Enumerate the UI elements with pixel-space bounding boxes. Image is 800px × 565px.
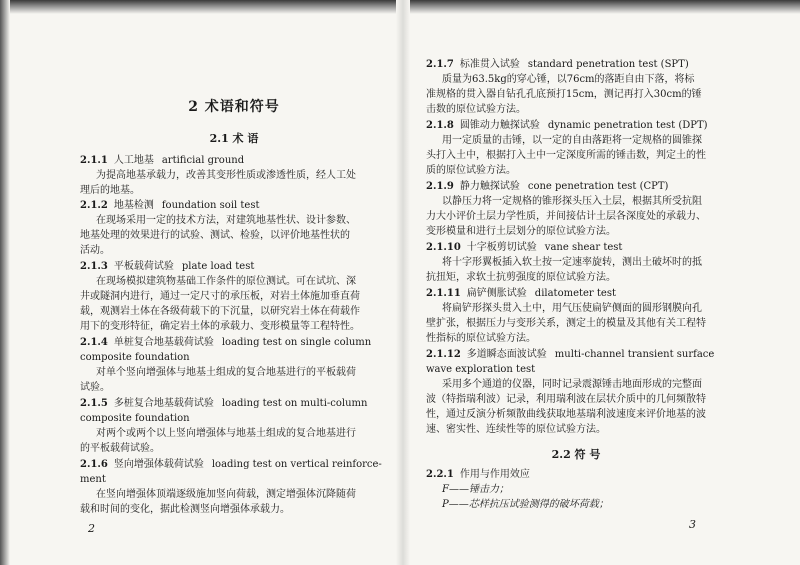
term-body: 用下的变形特征，确定岩土体的承载力、变形模量等工程特性。 — [80, 321, 360, 332]
section-title-terms: 2.1 术 语 — [209, 132, 259, 145]
term-body: 的平板载荷试验。 — [80, 443, 160, 454]
term-heading: 2.1.4 单桩复合地基载荷试验 loading test on single column — [80, 337, 372, 348]
term-body: composite foundation — [80, 352, 190, 363]
scan-left-shadow — [0, 0, 10, 565]
term-body: 载，观测岩土体在各级荷载下的下沉量，以研究岩土体在荷载作 — [80, 306, 360, 317]
term-body: 壁扩张，根据压力与变形关系，测定土的模量及其他有关工程特 — [426, 318, 706, 329]
symbol-entry: F——锤击力； — [442, 484, 509, 495]
term-heading: 2.1.11 扁铲侧胀试验 dilatometer test — [426, 288, 616, 299]
term-body: 活动。 — [80, 245, 110, 256]
term-body: 理后的地基。 — [80, 185, 140, 196]
term-heading: 2.1.1 人工地基 artificial ground — [80, 155, 245, 166]
term-body: 波（特指瑞利波）记录，利用瑞利波在层状介质中的几何频散特 — [426, 394, 706, 405]
term-body: 变形模量和进行土层划分的原位试验方法。 — [426, 226, 616, 237]
term-body: 速、密实性、连续性等的原位试验方法。 — [426, 424, 606, 435]
term-body: 采用多个通道的仪器，同时记录震源锤击地面形成的完整面 — [442, 379, 702, 390]
symbol-entry: P——芯样抗压试验测得的破坏荷载； — [442, 499, 609, 510]
term-body: 质的原位试验方法。 — [426, 165, 516, 176]
term-body: 质量为63.5kg的穿心锤，以76cm的落距自由下落，将标 — [442, 74, 695, 85]
term-body: ment — [80, 474, 106, 485]
term-body: 为提高地基承载力，改善其变形性质或渗透性质，经人工处 — [96, 170, 356, 181]
page-number-right: 3 — [689, 518, 696, 531]
term-body: 性，通过反演分析频散曲线获取地基瑞利波速度来评价地基的波 — [426, 409, 706, 420]
term-body: 载和时间的变化，据此检测竖向增强体承载力。 — [80, 504, 290, 515]
term-body: 将扁铲形探头贯入土中，用气压使扁铲侧面的圆形钢膜向孔 — [442, 303, 702, 314]
term-body: 对两个或两个以上竖向增强体与地基土组成的复合地基进行 — [96, 428, 356, 439]
symbol-heading: 2.2.1 作用与作用效应 — [426, 469, 530, 480]
term-body: 将十字形翼板插入软土按一定速率旋转，测出土破坏时的抵 — [442, 257, 702, 268]
term-body: 在竖向增强体顶端逐级施加竖向荷载，测定增强体沉降随荷 — [96, 489, 356, 500]
left-page — [80, 0, 388, 565]
term-heading: 2.1.5 多桩复合地基载荷试验 loading test on multi-column — [80, 398, 368, 409]
term-body: 试验。 — [80, 382, 110, 393]
term-body: 抗扭矩，求软土抗剪强度的原位试验方法。 — [426, 272, 616, 283]
term-body: wave exploration test — [426, 364, 536, 375]
term-heading: 2.1.9 静力触探试验 cone penetration test (CPT) — [426, 181, 669, 192]
term-heading: 2.1.10 十字板剪切试验 vane shear test — [426, 242, 623, 253]
term-heading: 2.1.3 平板载荷试验 plate load test — [80, 261, 255, 272]
section-title-symbols: 2.2 符 号 — [551, 448, 601, 461]
term-body: 准规格的贯入器自钻孔孔底预打15cm，测记再打入30cm的锤 — [426, 89, 702, 100]
term-body: 力大小评价土层力学性质，并间接估计土层各深度处的承载力、 — [426, 211, 706, 222]
term-heading: 2.1.6 竖向增强体载荷试验 loading test on vertical reinforce- — [80, 459, 382, 470]
right-page — [426, 0, 726, 565]
term-heading: 2.1.2 地基检测 foundation soil test — [80, 200, 260, 211]
page-number-left: 2 — [88, 522, 95, 535]
term-body: 井或隧洞内进行，通过一定尺寸的承压板，对岩土体施加垂直荷 — [80, 291, 360, 302]
chapter-title: 2 术语和符号 — [188, 99, 280, 115]
term-heading: 2.1.7 标准贯入试验 standard penetration test (SPT) — [426, 59, 689, 70]
term-body: composite foundation — [80, 413, 190, 424]
term-body: 在现场模拟建筑物基础工作条件的原位测试。可在试坑、深 — [96, 276, 356, 287]
book-gutter — [396, 0, 410, 565]
term-body: 在现场采用一定的技术方法，对建筑地基性状、设计参数、 — [96, 215, 356, 226]
term-body: 地基处理的效果进行的试验、测试、检验，以评价地基性状的 — [80, 230, 350, 241]
term-body: 击数的原位试验方法。 — [426, 104, 526, 115]
term-heading: 2.1.12 多道瞬态面波试验 multi-channel transient surface — [426, 349, 715, 360]
term-body: 头打入土中，根据打入土中一定深度所需的锤击数，判定土的性 — [426, 150, 706, 161]
term-body: 以静压力将一定规格的锥形探头压入土层，根据其所受抗阻 — [442, 196, 702, 207]
term-heading: 2.1.8 圆锥动力触探试验 dynamic penetration test (DPT) — [426, 120, 708, 131]
term-body: 性指标的原位试验方法。 — [426, 333, 536, 344]
term-body: 用一定质量的击锤，以一定的自由落距将一定规格的圆锥探 — [442, 135, 702, 146]
term-body: 对单个竖向增强体与地基土组成的复合地基进行的平板载荷 — [96, 367, 356, 378]
